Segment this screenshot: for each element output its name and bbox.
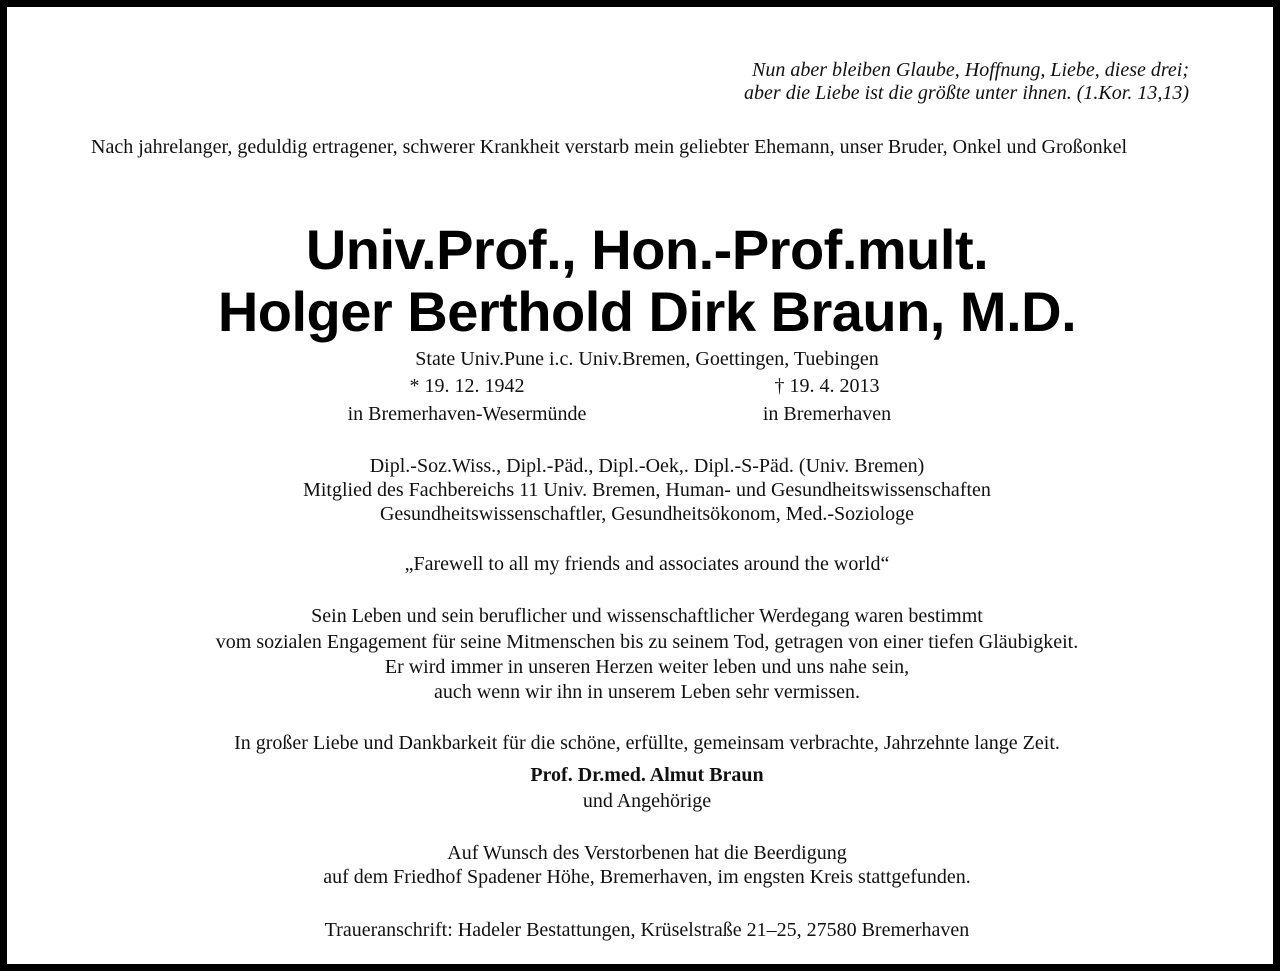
mourner-relatives: und Angehörige: [582, 790, 712, 812]
verse-line-2: aber die Liebe ist die größte unter ihnen. (1.Kor. 13,13): [744, 82, 1189, 104]
affiliation: State Univ.Pune i.c. Univ.Bremen, Goettingen, Tuebingen: [415, 348, 879, 370]
death-place: in Bremerhaven: [762, 403, 892, 425]
degrees-line-2: Mitglied des Fachbereichs 11 Univ. Bremen, Human- und Gesundheitswissenschaften: [303, 479, 991, 501]
deceased-title: Univ.Prof., Hon.-Prof.mult.: [305, 218, 989, 281]
death-date: † 19. 4. 2013: [774, 375, 880, 397]
bible-verse: [744, 59, 1189, 105]
tribute-line-2: vom sozialen Engagement für seine Mitmenschen bis zu seinem Tod, getragen von einer tiefen Gläubigkeit.: [215, 631, 1079, 653]
verse-line-1: Nun aber bleiben Glaube, Hoffnung, Liebe, diese drei;: [752, 59, 1189, 81]
degrees-line-1: Dipl.-Soz.Wiss., Dipl.-Päd., Dipl.-Oek,. Dipl.-S-Päd. (Univ. Bremen): [369, 455, 925, 477]
intro-text: Nach jahrelanger, geduldig ertragener, schwerer Krankheit verstarb mein geliebter Ehemann, unser Bruder, Onkel und Großonkel: [91, 136, 1128, 158]
tribute-line-4: auch wenn wir ihn in unserem Leben sehr vermissen.: [434, 681, 860, 703]
degrees-line-3: Gesundheitswissenschaftler, Gesundheitsökonom, Med.-Soziologe: [379, 503, 915, 525]
tribute-line-3: Er wird immer in unseren Herzen weiter leben und uns nahe sein,: [384, 656, 910, 678]
mourner-name: Prof. Dr.med. Almut Braun: [530, 764, 764, 786]
birth-place: in Bremerhaven-Wesermünde: [347, 403, 587, 425]
gratitude-line: In großer Liebe und Dankbarkeit für die schöne, erfüllte, gemeinsam verbrachte, Jahrzehnte lange Zeit.: [234, 732, 1060, 754]
birth-date: * 19. 12. 1942: [409, 375, 525, 397]
tribute-line-1: Sein Leben und sein beruflicher und wissenschaftlicher Werdegang waren bestimmt: [311, 605, 983, 627]
farewell-quote: „Farewell to all my friends and associates around the world“: [404, 553, 890, 575]
mourning-address: Traueranschrift: Hadeler Bestattungen, Krüselstraße 21–25, 27580 Bremerhaven: [324, 919, 970, 941]
funeral-line-2: auf dem Friedhof Spadener Höhe, Bremerhaven, im engsten Kreis stattgefunden.: [323, 866, 971, 888]
funeral-line-1: Auf Wunsch des Verstorbenen hat die Beerdigung: [447, 842, 847, 864]
deceased-name: Holger Berthold Dirk Braun, M.D.: [217, 280, 1077, 343]
